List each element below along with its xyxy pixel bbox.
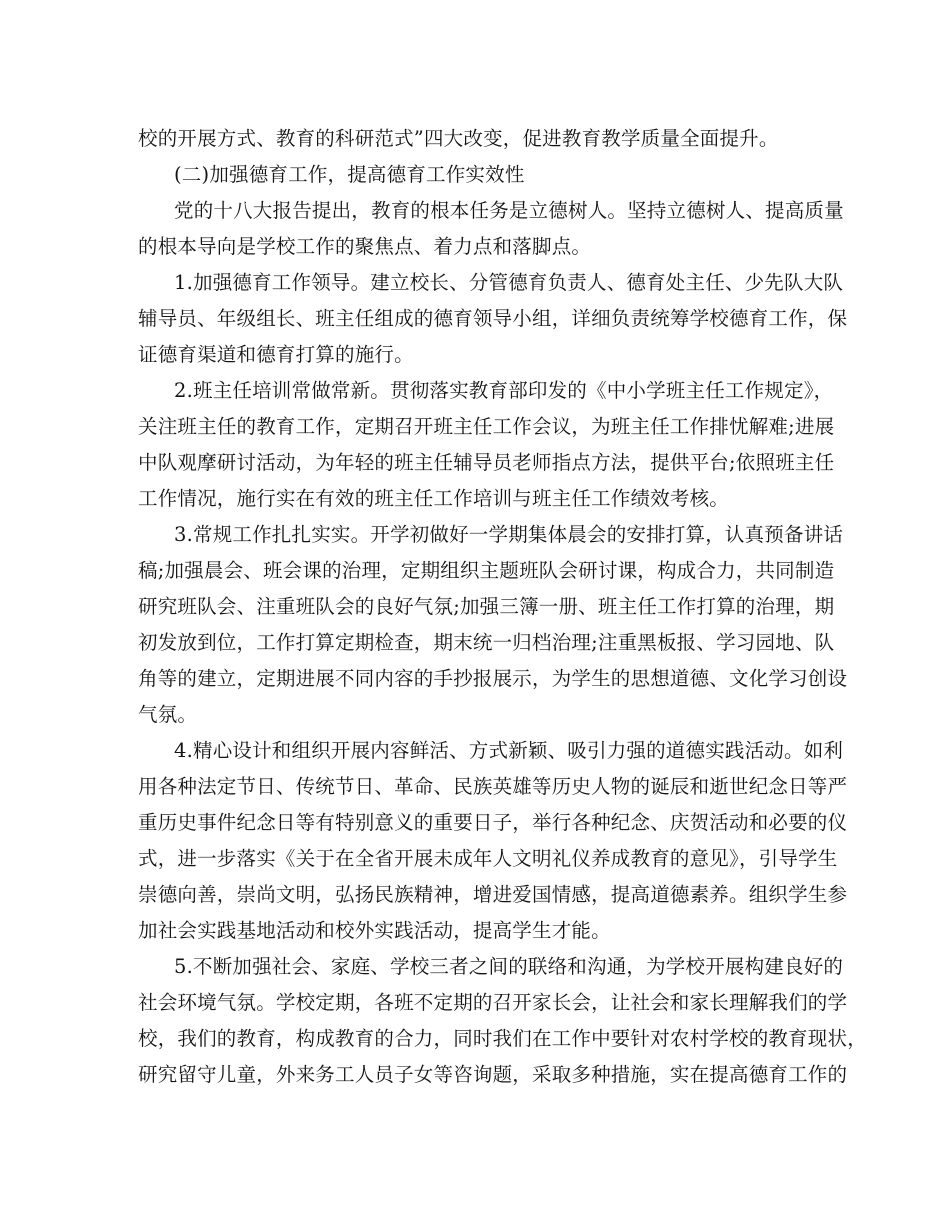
text-line: 校的开展方式、教育的科研范式”四大改变，促进教育教学质量全面提升。 — [138, 127, 779, 150]
paragraph-line: 辅导员、年级组长、班主任组成的德育领导小组，详细负责统筹学校德育工作，保 — [138, 307, 848, 330]
paragraph-line: 5.不断加强社会、家庭、学校三者之间的联络和沟通，为学校开展构建良好的 — [174, 955, 844, 978]
paragraph-line: 用各种法定节日、传统节日、革命、民族英雄等历史人物的诞辰和逝世纪念日等严 — [138, 775, 848, 798]
paragraph-line: 工作情况，施行实在有效的班主任工作培训与班主任工作绩效考核。 — [138, 487, 730, 510]
paragraph-line: 证德育渠道和德育打算的施行。 — [138, 343, 414, 366]
section-heading: (二)加强德育工作，提高德育工作实效性 — [174, 163, 525, 186]
paragraph-line: 社会环境气氛。学校定期，各班不定期的召开家长会，让社会和家长理解我们的学 — [138, 991, 848, 1014]
paragraph-line: 加社会实践基地活动和校外实践活动，提高学生才能。 — [138, 919, 611, 942]
paragraph-line: 初发放到位，工作打算定期检查，期末统一归档治理;注重黑板报、学习园地、队 — [138, 631, 835, 654]
paragraph-line: 稿;加强晨会、班会课的治理，定期组织主题班队会研讨课，构成合力，共同制造 — [138, 559, 835, 582]
paragraph-line: 重历史事件纪念日等有特别意义的重要日子，举行各种纪念、庆贺活动和必要的仪 — [138, 811, 848, 834]
paragraph-line: 研究留守儿童，外来务工人员子女等咨询题，采取多种措施，实在提高德育工作的 — [138, 1063, 848, 1086]
paragraph-line: 关注班主任的教育工作，定期召开班主任工作会议，为班主任工作排忧解难;进展 — [138, 415, 835, 438]
paragraph-line: 的根本导向是学校工作的聚焦点、着力点和落脚点。 — [138, 235, 592, 258]
paragraph-line: 气氛。 — [138, 703, 198, 726]
paragraph-line: 4.精心设计和组织开展内容鲜活、方式新颖、吸引力强的道德实践活动。如利 — [174, 739, 844, 762]
paragraph-line: 角等的建立，定期进展不同内容的手抄报展示，为学生的思想道德、文化学习创设 — [138, 667, 848, 690]
paragraph-line: 3.常规工作扎扎实实。开学初做好一学期集体晨会的安排打算，认真预备讲话 — [174, 523, 844, 546]
paragraph-line: 校，我们的教育，构成教育的合力，同时我们在工作中要针对农村学校的教育现状， — [138, 1027, 867, 1050]
paragraph-line: 崇德向善，崇尚文明，弘扬民族精神，增进爱国情感，提高道德素养。组织学生参 — [138, 883, 848, 906]
paragraph-line: 式，进一步落实《关于在全省开展未成年人文明礼仪养成教育的意见》，引导学生 — [138, 847, 838, 870]
paragraph-line: 研究班队会、注重班队会的良好气氛;加强三簿一册、班主任工作打算的治理，期 — [138, 595, 835, 618]
paragraph-line: 1.加强德育工作领导。建立校长、分管德育负责人、德育处主任、少先队大队 — [174, 271, 844, 294]
paragraph-line: 党的十八大报告提出，教育的根本任务是立德树人。坚持立德树人、提高质量 — [174, 199, 844, 222]
paragraph-line: 2.班主任培训常做常新。贯彻落实教育部印发的《中小学班主任工作规定》， — [174, 379, 834, 402]
paragraph-line: 中队观摩研讨活动，为年轻的班主任辅导员老师指点方法，提供平台;依照班主任 — [138, 451, 835, 474]
